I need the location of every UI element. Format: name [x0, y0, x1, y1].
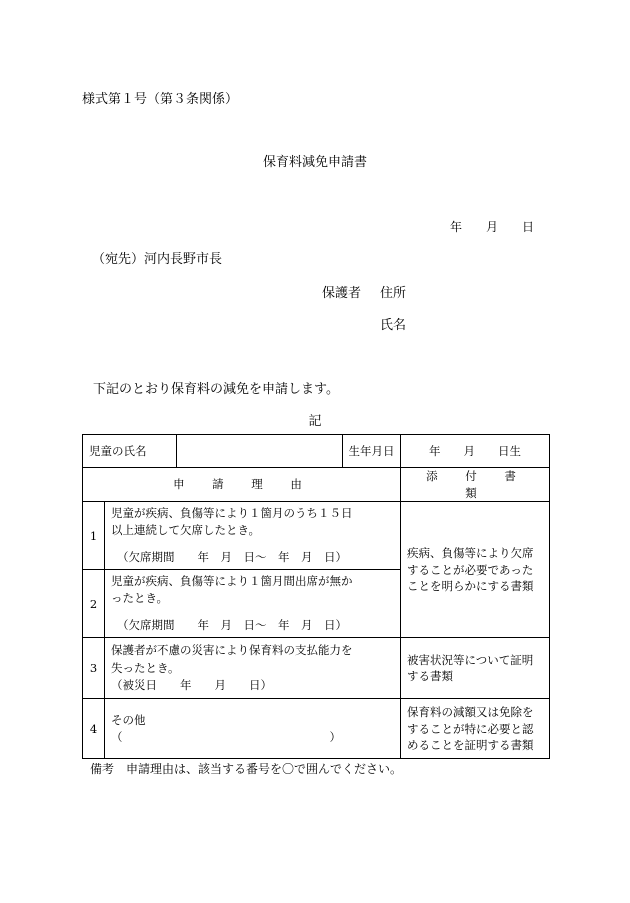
address-label: 住所: [380, 286, 407, 301]
reason-number-1[interactable]: 1: [83, 502, 105, 570]
birthdate-label: 生年月日: [343, 435, 401, 468]
reason-4: [105, 699, 401, 759]
application-table: [82, 434, 550, 759]
reason-1: [105, 502, 401, 570]
reason-3-line-1: 保護者が不慮の災害により保育料の支払能力を: [111, 643, 353, 658]
reason-1-line-2: 以上連続して欠席したとき。: [111, 523, 261, 538]
reason-header: 申 請 理 由: [83, 468, 401, 502]
intro-text: 下記のとおり保育料の減免を申請します。: [93, 382, 339, 397]
applicant-role: 保護者: [322, 286, 362, 301]
reason-3-line-2: 失ったとき。: [111, 660, 180, 675]
reason-2: [105, 570, 401, 638]
form-number: 様式第１号（第３条関係）: [82, 92, 239, 107]
reason-1-period[interactable]: （欠席期間 年 月 日～ 年 月 日）: [117, 550, 347, 565]
name-label: 氏名: [380, 318, 407, 333]
attachment-4: 保育料の減額又は免除を することが特に必要と認 めることを証明する書類: [401, 699, 550, 759]
child-name-label: 児童の氏名: [83, 435, 177, 468]
child-name-field[interactable]: [177, 435, 343, 468]
reason-4-other-field[interactable]: （ ）: [111, 729, 341, 744]
reason-3: [105, 638, 401, 699]
reason-number-4[interactable]: 4: [83, 699, 105, 759]
reason-2-line-2: ったとき。: [111, 591, 169, 606]
reason-1-line-1: 児童が疾病、負傷等により１箇月のうち１５日: [111, 505, 353, 520]
reason-number-3[interactable]: 3: [83, 638, 105, 699]
date-line: 年 月 日: [450, 220, 535, 234]
reason-4-line-1: その他: [111, 712, 146, 727]
reason-2-period[interactable]: （欠席期間 年 月 日～ 年 月 日）: [117, 618, 347, 633]
attachment-3: 被害状況等について証明 する書類: [401, 638, 550, 699]
attachment-1-2: 疾病、負傷等により欠席 することが必要であった ことを明らかにする書類: [401, 502, 550, 638]
reason-3-date[interactable]: （被災日 年 月 日）: [111, 677, 272, 692]
attachment-header: 添 付 書 類: [401, 468, 550, 502]
ki-label: 記: [308, 414, 322, 429]
page-title: 保育料減免申請書: [262, 155, 367, 170]
addressee: （宛先）河内長野市長: [92, 252, 223, 267]
birthdate-field[interactable]: 年 月 日生: [401, 435, 550, 468]
reason-2-line-1: 児童が疾病、負傷等により１箇月間出席が無か: [111, 573, 353, 588]
note-text: 備考 申請理由は、該当する番号を〇で囲んでください。: [90, 762, 403, 776]
reason-number-2[interactable]: 2: [83, 570, 105, 638]
